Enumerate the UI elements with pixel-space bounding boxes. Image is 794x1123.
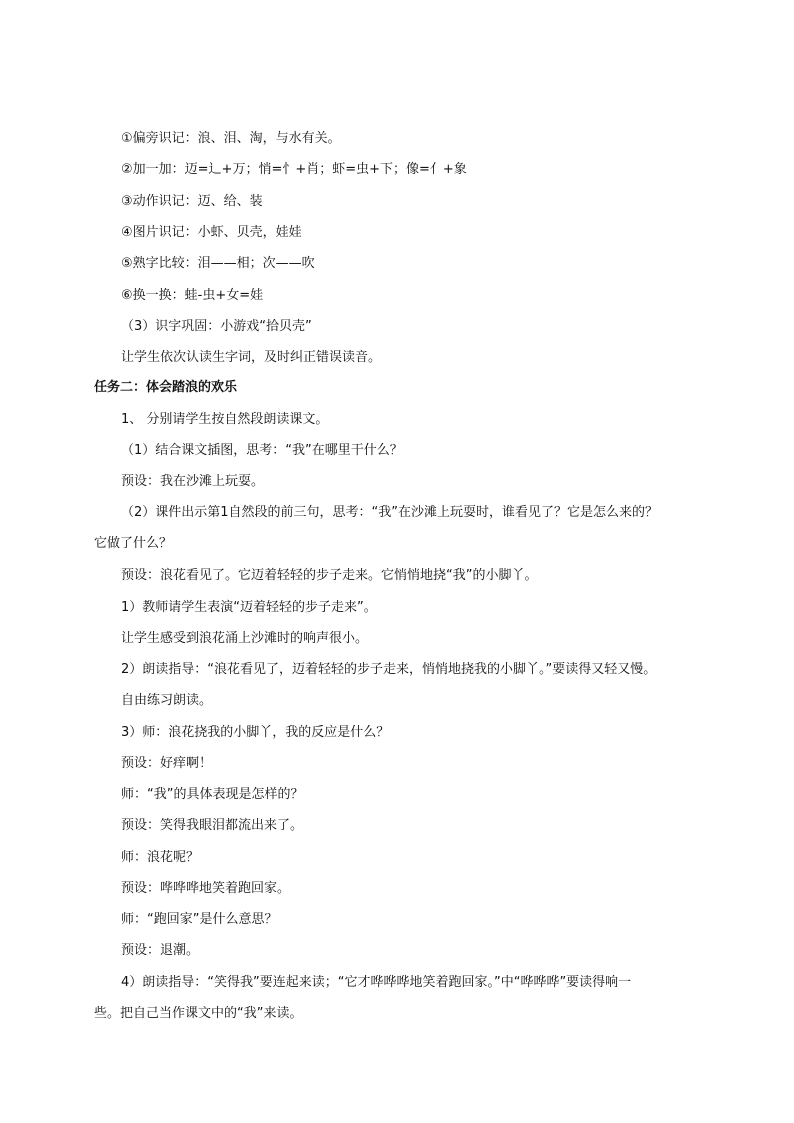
reading-guidance-two-line: 4）朗读指导：“笑得我”要连起来读；“它才哗哗哗地笑着跑回家。”中“哗哗哗”要读得响一 (121, 975, 632, 990)
consolidation-line: （3）识字巩固：小游戏“拾贝壳” (121, 319, 312, 334)
answer-reaction: 预设：好痒啊！ (121, 756, 213, 771)
task-two-heading: 任务二：体会踏浪的欢乐 (94, 380, 238, 395)
character-comparison-line: ⑤熟字比较：泪——相；次——吹 (121, 256, 315, 271)
activity-one-note: 让学生感受到浪花涌上沙滩时的响声很小。 (121, 631, 369, 646)
activity-one-line: 1）教师请学生表演“迈着轻轻的步子走来”。 (121, 600, 377, 615)
teacher-question-meaning: 师：“跑回家”是什么意思？ (121, 912, 278, 927)
answer-meaning: 预设：退潮。 (121, 943, 200, 958)
answer-waves: 预设：哗哗哗地笑着跑回家。 (121, 881, 291, 896)
action-recognition-line: ③动作识记：迈、给、装 (121, 194, 263, 209)
question-one-line: （1）结合课文插图，思考：“我”在哪里干什么？ (121, 443, 403, 458)
teacher-question-waves: 师：浪花呢？ (121, 850, 200, 865)
substitution-line: ⑥换一换：蛙-虫+女=娃 (121, 288, 264, 303)
teacher-question-performance: 师：“我”的具体表现是怎样的？ (121, 787, 304, 802)
answer-two-line: 预设：浪花看见了。它迈着轻轻的步子走来。它悄悄地挠“我”的小脚丫。 (121, 568, 538, 583)
add-up-line: ②加一加：迈=辶+万；悄=忄+肖；虾=虫+下；像=亻+象 (121, 162, 467, 177)
step-one-line: 1、 分别请学生按自然段朗读课文。 (121, 412, 329, 427)
answer-one-line: 预设：我在沙滩上玩耍。 (121, 474, 265, 489)
picture-recognition-line: ④图片识记：小虾、贝壳，娃娃 (121, 225, 302, 240)
reading-guidance-line: 2）朗读指导：“浪花看见了，迈着轻轻的步子走来，悄悄地挠我的小脚丫。”要读得又轻又慢。 (121, 662, 657, 677)
question-two-continuation: 它做了什么？ (94, 536, 173, 551)
radical-recognition-line: ①偏旁识记：浪、泪、淘，与水有关。 (121, 131, 341, 146)
teacher-question-reaction: 3）师：浪花挠我的小脚丫，我的反应是什么？ (121, 725, 390, 740)
reading-guidance-two-continuation: 些。把自己当作课文中的“我”来读。 (94, 1006, 303, 1021)
question-two-line: （2）课件出示第1自然段的前三句，思考：“我”在沙滩上玩耍时，谁看见了？它是怎么来的？ (121, 505, 659, 520)
free-reading-line: 自由练习朗读。 (121, 693, 213, 708)
reading-practice-line: 让学生依次认读生字词，及时纠正错误读音。 (121, 350, 382, 365)
answer-performance: 预设：笑得我眼泪都流出来了。 (121, 818, 304, 833)
